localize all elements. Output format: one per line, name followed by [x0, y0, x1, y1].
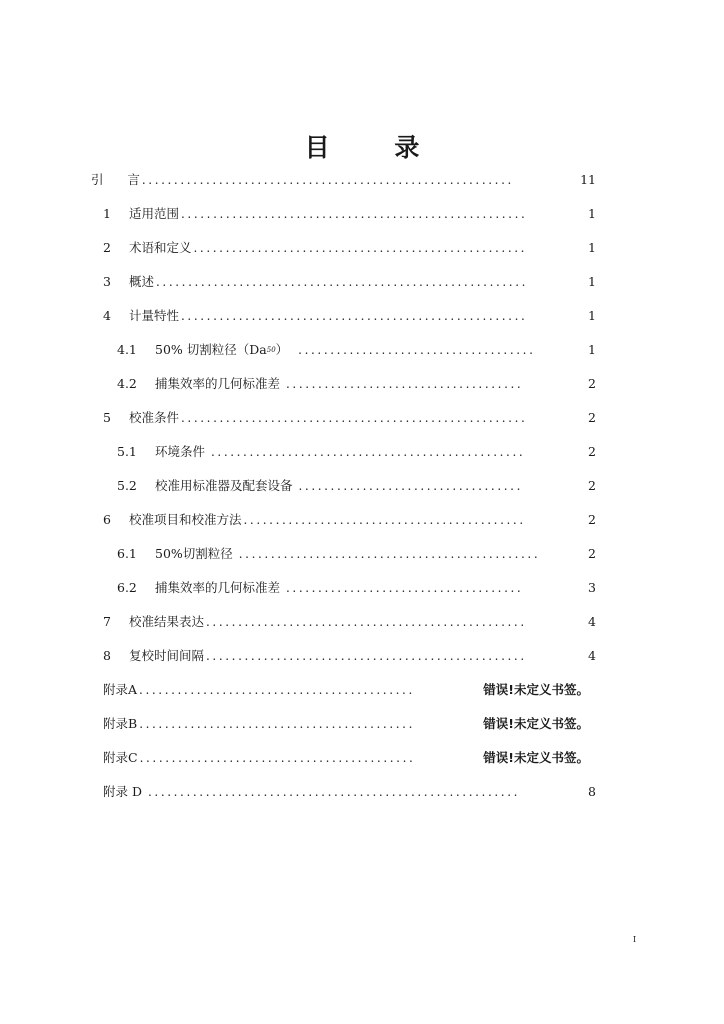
toc-dot-leader: ...................................................... — [181, 309, 528, 323]
toc-dot-leader: .................................................. — [206, 649, 527, 663]
toc-entry-number: 7 — [103, 614, 111, 629]
toc-entry-number: 6 — [103, 512, 111, 527]
toc-entry-label: 计量特性 — [129, 308, 180, 323]
toc-entry-number: 5.1 — [117, 444, 137, 459]
toc-entry-subscript: 50 — [266, 346, 276, 354]
toc-dot-leader: ........................................... — [139, 683, 415, 697]
toc-entry-label: 附录A — [103, 682, 138, 697]
toc-entry-7[interactable] — [103, 612, 596, 632]
toc-entry-page-error: 错误!未定义书签。 — [483, 682, 589, 697]
toc-entry-3[interactable] — [103, 272, 596, 292]
toc-entry-6[interactable] — [103, 510, 596, 530]
toc-entry-label: 言 — [103, 172, 140, 187]
toc-entry-label: 50%切割粒径 — [155, 546, 237, 561]
toc-entry-4-2[interactable] — [117, 374, 596, 394]
toc-entry-page: 11 — [580, 172, 596, 187]
toc-entry-page-error: 错误!未定义书签。 — [483, 716, 589, 731]
toc-entry-page: 1 — [588, 206, 596, 221]
toc-entry-page: 4 — [588, 614, 596, 629]
toc-dot-leader: ........................................... — [139, 717, 416, 731]
toc-dot-leader: ..................................... — [285, 581, 524, 595]
toc-entry-appendix-c[interactable] — [103, 748, 589, 768]
toc-entry-number: 引 — [91, 172, 104, 187]
toc-entry-appendix-b[interactable] — [103, 714, 589, 734]
toc-entry-number: 4 — [103, 308, 111, 323]
toc-dot-leader: ............................................ — [243, 513, 526, 527]
toc-dot-leader: ................................................. — [210, 445, 526, 459]
toc-entry-page: 2 — [588, 512, 596, 527]
toc-entry-page: 2 — [588, 410, 596, 425]
toc-entry-number: 8 — [103, 648, 111, 663]
toc-dot-leader: ........................................... — [139, 751, 416, 765]
toc-dot-leader: .......................................................... — [147, 785, 521, 799]
toc-entry-6-2[interactable] — [117, 578, 596, 598]
toc-entry-label: 捕集效率的几何标准差 — [155, 580, 284, 595]
toc-entry-5[interactable] — [103, 408, 596, 428]
toc-entry-page: 2 — [588, 444, 596, 459]
toc-entry-appendix-d[interactable] — [103, 782, 596, 802]
toc-entry-5-2[interactable] — [117, 476, 596, 496]
toc-dot-leader: ...................................................... — [181, 207, 528, 221]
toc-entry-label: 适用范围 — [129, 206, 180, 221]
toc-dot-leader: ...................................................... — [181, 411, 528, 425]
toc-entry-label: 附录C — [103, 750, 138, 765]
toc-entry-page: 8 — [588, 784, 596, 799]
toc-entry-label-tail: ） — [275, 342, 289, 357]
toc-entry-intro[interactable] — [91, 170, 596, 190]
toc-entry-label: 复校时间间隔 — [129, 648, 205, 663]
toc-entry-page: 1 — [588, 342, 596, 357]
toc-entry-label: 校准结果表达 — [129, 614, 205, 629]
toc-entry-page-error: 错误!未定义书签。 — [483, 750, 589, 765]
toc-entry-number: 4.1 — [117, 342, 137, 357]
toc-entry-page: 1 — [588, 240, 596, 255]
toc-entry-label: 校准用标准器及配套设备 — [155, 478, 297, 493]
toc-entry-page: 4 — [588, 648, 596, 663]
toc-entry-label: 50% 切割粒径（Da — [155, 342, 267, 357]
toc-entry-appendix-a[interactable] — [103, 680, 589, 700]
toc-entry-number: 5 — [103, 410, 111, 425]
toc-entry-label: 附录 D — [103, 784, 146, 799]
toc-entry-8[interactable] — [103, 646, 596, 666]
footer-page-number: I — [633, 935, 637, 944]
page-title: 目 录 — [304, 133, 448, 162]
toc-entry-label: 校准条件 — [129, 410, 180, 425]
toc-dot-leader: .......................................................... — [156, 275, 529, 289]
toc-dot-leader: .......................................................... — [141, 173, 514, 187]
toc-dot-leader: ................................... — [298, 479, 523, 493]
toc-entry-5-1[interactable] — [117, 442, 596, 462]
toc-entry-1[interactable] — [103, 204, 596, 224]
toc-entry-6-1[interactable] — [117, 544, 596, 564]
toc-dot-leader: .................................................... — [193, 241, 528, 255]
toc-entry-label: 术语和定义 — [129, 240, 192, 255]
toc-dot-leader: ..................................... — [298, 343, 536, 357]
toc-entry-label: 概述 — [129, 274, 155, 289]
toc-entry-number: 6.2 — [117, 580, 137, 595]
toc-entry-page: 2 — [588, 546, 596, 561]
toc-entry-2[interactable] — [103, 238, 596, 258]
toc-entry-label: 环境条件 — [155, 444, 209, 459]
toc-dot-leader: .................................................. — [206, 615, 527, 629]
toc-entry-number: 5.2 — [117, 478, 137, 493]
toc-dot-leader: ..................................... — [285, 377, 524, 391]
toc-entry-page: 3 — [588, 580, 596, 595]
toc-entry-number: 6.1 — [117, 546, 137, 561]
toc-entry-4-1[interactable] — [117, 340, 596, 360]
toc-entry-page: 2 — [588, 478, 596, 493]
toc-entry-number: 2 — [103, 240, 111, 255]
toc-entry-number: 4.2 — [117, 376, 137, 391]
toc-entry-page: 1 — [588, 274, 596, 289]
toc-entry-number: 3 — [103, 274, 111, 289]
toc-entry-label: 校准项目和校准方法 — [129, 512, 242, 527]
toc-entry-label: 捕集效率的几何标准差 — [155, 376, 284, 391]
toc-entry-4[interactable] — [103, 306, 596, 326]
toc-entry-page: 1 — [588, 308, 596, 323]
toc-dot-leader: ............................................... — [238, 547, 541, 561]
toc-entry-number: 1 — [103, 206, 111, 221]
toc-entry-label: 附录B — [103, 716, 138, 731]
toc-entry-page: 2 — [588, 376, 596, 391]
